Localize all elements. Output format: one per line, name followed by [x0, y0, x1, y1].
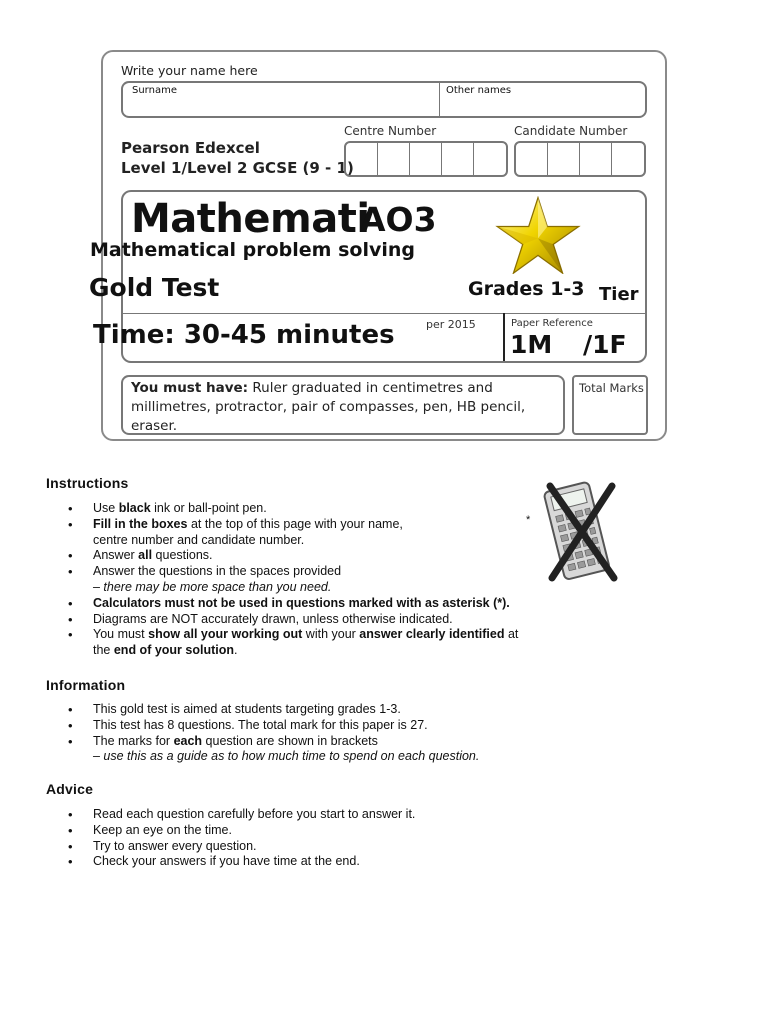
- name-divider: [439, 83, 440, 116]
- list-item: • This gold test is aimed at students targeting grades 1-3.: [68, 702, 479, 718]
- subject-box-divider: [123, 313, 645, 314]
- list-item: • Answer the questions in the spaces provided – there may be more space than you need.: [68, 564, 518, 596]
- information-list: [68, 702, 479, 765]
- gold-star-icon: [495, 196, 581, 274]
- crossed-out-calculator-icon: [528, 480, 624, 584]
- exam-board: [121, 138, 354, 178]
- candidate-number-boxes: [514, 141, 646, 177]
- qualification-level: Level 1/Level 2 GCSE (9 - 1): [121, 159, 354, 177]
- list-item: • Diagrams are NOT accurately drawn, unless otherwise indicated.: [68, 612, 518, 628]
- centre-number-boxes: [344, 141, 508, 177]
- asterisk-marker: *: [526, 514, 531, 526]
- paper-reference-divider: [503, 313, 505, 361]
- list-item: • Answer all questions.: [68, 548, 518, 564]
- list-item: • You must show all your working out with your answer clearly identified at the end of your solution.: [68, 627, 518, 659]
- surname-label: Surname: [132, 85, 177, 96]
- exam-date-fragment: per 2015: [426, 318, 476, 331]
- advice-heading: Advice: [46, 781, 94, 797]
- total-marks-label: Total Marks: [579, 381, 644, 395]
- test-name: Gold Test: [89, 273, 220, 302]
- list-item: • The marks for each question are shown in brackets – use this as a guide as to how much time to spend on each question.: [68, 734, 479, 766]
- instructions-heading: Instructions: [46, 475, 129, 491]
- exam-cover-sheet: [89, 50, 667, 441]
- other-names-label: Other names: [446, 85, 512, 96]
- grades-label: Grades 1-3: [468, 278, 585, 300]
- list-item: • This test has 8 questions. The total mark for this paper is 27.: [68, 718, 479, 734]
- list-item: • Read each question carefully before you start to answer it.: [68, 807, 415, 823]
- list-item: • Use black ink or ball-point pen.: [68, 501, 518, 517]
- list-item: • Try to answer every question.: [68, 839, 415, 855]
- paper-reference-label: Paper Reference: [511, 318, 593, 329]
- equipment-list: Ruler graduated in centimetres and millimetres, protractor, pair of compasses, pen, HB pencil, eraser.: [131, 380, 526, 434]
- subject-title: Mathemati: [131, 196, 370, 242]
- information-heading: Information: [46, 677, 126, 693]
- assessment-objective: AO3: [360, 200, 437, 239]
- advice-list: [68, 807, 415, 870]
- paper-code-part1: 1M: [510, 330, 553, 359]
- list-item: • Calculators must not be used in questions marked with as asterisk (*).: [68, 596, 518, 612]
- list-item: • Check your answers if you have time at the end.: [68, 854, 415, 870]
- centre-number-label: Centre Number: [344, 124, 437, 138]
- name-box: [121, 81, 647, 118]
- you-must-have-label: You must have:: [131, 380, 249, 396]
- test-subtitle: Mathematical problem solving: [90, 239, 415, 261]
- tier-label: Tier: [599, 284, 639, 305]
- time-allowed: Time: 30-45 minutes: [93, 320, 395, 350]
- list-item: • Fill in the boxes at the top of this page with your name, centre number and candidate number.: [68, 517, 518, 549]
- candidate-number-label: Candidate Number: [514, 124, 628, 138]
- write-name-label: Write your name here: [121, 63, 258, 78]
- instructions-list: [68, 501, 518, 659]
- list-item: • Keep an eye on the time.: [68, 823, 415, 839]
- board-name: Pearson Edexcel: [121, 139, 260, 157]
- equipment-text: [131, 379, 556, 436]
- paper-code-part2: /1F: [583, 330, 627, 359]
